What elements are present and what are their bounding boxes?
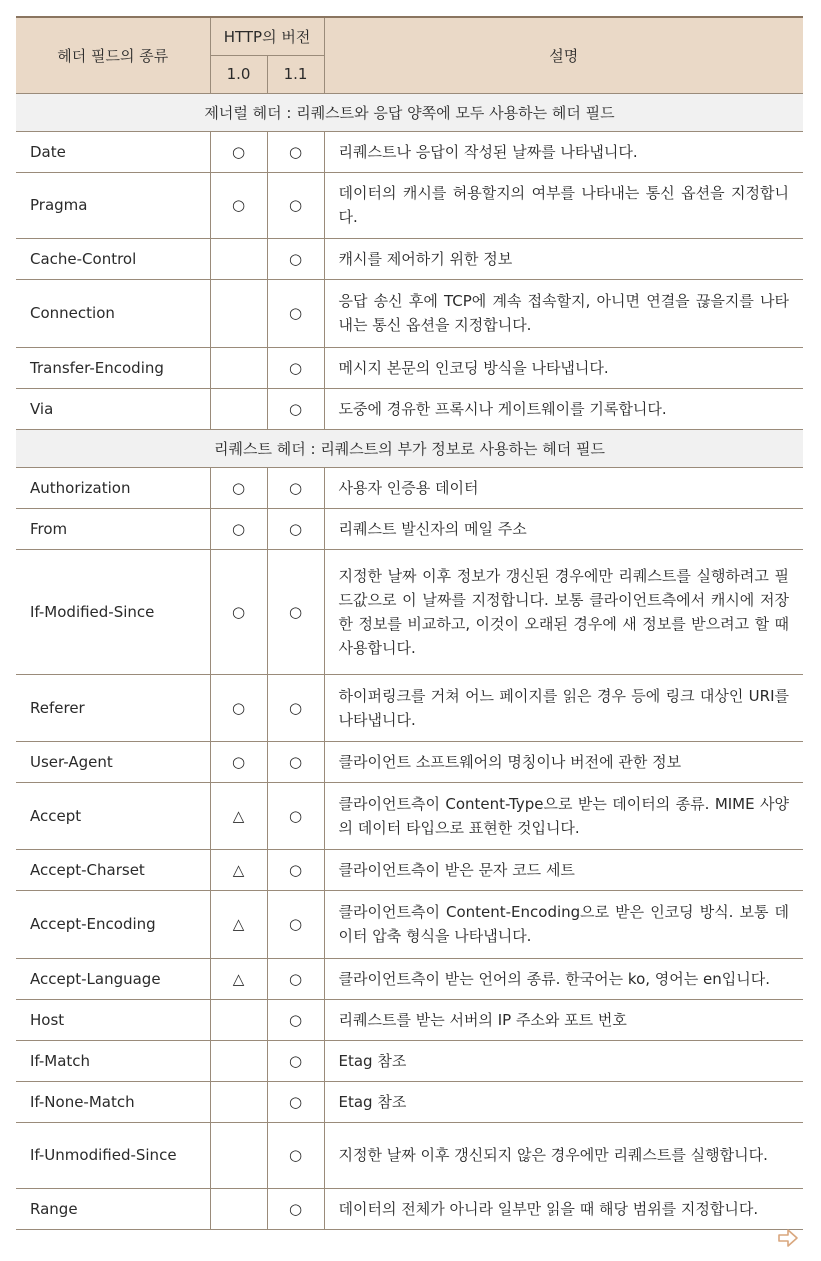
http10-support-cell <box>210 388 267 429</box>
http10-support-cell <box>210 1188 267 1229</box>
http11-support-cell: ○ <box>267 890 324 958</box>
description-cell: 지정한 날짜 이후 갱신되지 않은 경우에만 리퀘스트를 실행합니다. <box>324 1122 803 1188</box>
col-header-v11: 1.1 <box>267 55 324 93</box>
http11-support-cell: ○ <box>267 238 324 279</box>
table-row <box>16 508 803 549</box>
description-cell: Etag 참조 <box>324 1081 803 1122</box>
description-cell: 클라이언트 소프트웨어의 명칭이나 버전에 관한 정보 <box>324 741 803 782</box>
description-cell: 리퀘스트를 받는 서버의 IP 주소와 포트 번호 <box>324 999 803 1040</box>
header-name-cell: Accept-Language <box>16 958 210 999</box>
description-cell: 클라이언트측이 Content-Encoding으로 받은 인코딩 방식. 보통 데이터 압축 형식을 나타냅니다. <box>324 890 803 958</box>
header-name-cell: Referer <box>16 674 210 741</box>
description-cell: 데이터의 캐시를 허용할지의 여부를 나타내는 통신 옵션을 지정합니다. <box>324 172 803 238</box>
http10-support-cell: ○ <box>210 674 267 741</box>
description-cell: 메시지 본문의 인코딩 방식을 나타냅니다. <box>324 347 803 388</box>
table-row <box>16 347 803 388</box>
header-name-cell: If-Unmodified-Since <box>16 1122 210 1188</box>
description-cell: 하이퍼링크를 거쳐 어느 페이지를 읽은 경우 등에 링크 대상인 URI를 나타냅니다. <box>324 674 803 741</box>
header-name-cell: Connection <box>16 279 210 347</box>
arrow-right-icon[interactable] <box>776 1226 800 1250</box>
header-name-cell: Pragma <box>16 172 210 238</box>
description-cell: 클라이언트측이 받은 문자 코드 세트 <box>324 849 803 890</box>
description-cell: 리퀘스트 발신자의 메일 주소 <box>324 508 803 549</box>
http11-support-cell: ○ <box>267 1040 324 1081</box>
http11-support-cell: ○ <box>267 958 324 999</box>
description-cell: 리퀘스트나 응답이 작성된 날짜를 나타냅니다. <box>324 131 803 172</box>
http10-support-cell <box>210 347 267 388</box>
http10-support-cell: △ <box>210 782 267 849</box>
table-row <box>16 388 803 429</box>
header-name-cell: Accept-Encoding <box>16 890 210 958</box>
table-row <box>16 1040 803 1081</box>
header-name-cell: Date <box>16 131 210 172</box>
table-row <box>16 782 803 849</box>
http10-support-cell <box>210 238 267 279</box>
header-name-cell: Accept-Charset <box>16 849 210 890</box>
col-header-desc: 설명 <box>324 17 803 93</box>
description-cell: 데이터의 전체가 아니라 일부만 읽을 때 해당 범위를 지정합니다. <box>324 1188 803 1229</box>
http10-support-cell: ○ <box>210 467 267 508</box>
http10-support-cell <box>210 279 267 347</box>
table-row <box>16 238 803 279</box>
description-cell: 클라이언트측이 Content-Type으로 받는 데이터의 종류. MIME 사양의 데이터 타입으로 표현한 것입니다. <box>324 782 803 849</box>
http10-support-cell <box>210 1040 267 1081</box>
table-row <box>16 674 803 741</box>
http11-support-cell: ○ <box>267 549 324 674</box>
header-name-cell: If-Match <box>16 1040 210 1081</box>
http11-support-cell: ○ <box>267 674 324 741</box>
description-cell: 캐시를 제어하기 위한 정보 <box>324 238 803 279</box>
description-cell: 지정한 날짜 이후 정보가 갱신된 경우에만 리퀘스트를 실행하려고 필드값으로 이 날짜를 지정합니다. 보통 클라이언트측에서 캐시에 저장한 정보를 비교하고, 이것이 오래된 경우에 새 정보를 받으려고 할 때 사용합니다. <box>324 549 803 674</box>
description-cell: 도중에 경유한 프록시나 게이트웨이를 기록합니다. <box>324 388 803 429</box>
http11-support-cell: ○ <box>267 388 324 429</box>
section-row <box>16 93 803 131</box>
http10-support-cell: ○ <box>210 172 267 238</box>
header-name-cell: If-None-Match <box>16 1081 210 1122</box>
table-row <box>16 999 803 1040</box>
http11-support-cell: ○ <box>267 508 324 549</box>
description-cell: 클라이언트측이 받는 언어의 종류. 한국어는 ko, 영어는 en입니다. <box>324 958 803 999</box>
http11-support-cell: ○ <box>267 999 324 1040</box>
section-title: 리퀘스트 헤더 : 리퀘스트의 부가 정보로 사용하는 헤더 필드 <box>16 429 803 467</box>
http11-support-cell: ○ <box>267 1188 324 1229</box>
header-name-cell: Cache-Control <box>16 238 210 279</box>
http11-support-cell: ○ <box>267 172 324 238</box>
http11-support-cell: ○ <box>267 1081 324 1122</box>
http11-support-cell: ○ <box>267 849 324 890</box>
header-name-cell: Accept <box>16 782 210 849</box>
table-row <box>16 958 803 999</box>
col-header-version: HTTP의 버전 <box>210 17 324 55</box>
header-name-cell: Via <box>16 388 210 429</box>
col-header-v10: 1.0 <box>210 55 267 93</box>
http10-support-cell: △ <box>210 849 267 890</box>
table-row <box>16 741 803 782</box>
table-row <box>16 172 803 238</box>
http11-support-cell: ○ <box>267 741 324 782</box>
header-name-cell: Transfer-Encoding <box>16 347 210 388</box>
section-row <box>16 429 803 467</box>
table-row <box>16 890 803 958</box>
description-cell: 응답 송신 후에 TCP에 계속 접속할지, 아니면 연결을 끊을지를 나타내는 통신 옵션을 지정합니다. <box>324 279 803 347</box>
description-cell: 사용자 인증용 데이터 <box>324 467 803 508</box>
table-row <box>16 849 803 890</box>
http10-support-cell <box>210 1122 267 1188</box>
table-row <box>16 279 803 347</box>
http10-support-cell: △ <box>210 890 267 958</box>
http10-support-cell: ○ <box>210 508 267 549</box>
table-row <box>16 131 803 172</box>
http10-support-cell <box>210 1081 267 1122</box>
table-row <box>16 467 803 508</box>
col-header-name: 헤더 필드의 종류 <box>16 17 210 93</box>
table-row <box>16 1188 803 1229</box>
http-header-table <box>16 16 803 1230</box>
header-name-cell: Range <box>16 1188 210 1229</box>
http10-support-cell <box>210 999 267 1040</box>
section-title: 제너럴 헤더 : 리퀘스트와 응답 양쪽에 모두 사용하는 헤더 필드 <box>16 93 803 131</box>
http11-support-cell: ○ <box>267 347 324 388</box>
table-row <box>16 1081 803 1122</box>
http11-support-cell: ○ <box>267 1122 324 1188</box>
http11-support-cell: ○ <box>267 782 324 849</box>
table-row <box>16 549 803 674</box>
http11-support-cell: ○ <box>267 131 324 172</box>
http10-support-cell: ○ <box>210 549 267 674</box>
table-row <box>16 1122 803 1188</box>
http10-support-cell: ○ <box>210 741 267 782</box>
header-name-cell: If-Modified-Since <box>16 549 210 674</box>
http11-support-cell: ○ <box>267 279 324 347</box>
http11-support-cell: ○ <box>267 467 324 508</box>
http10-support-cell: △ <box>210 958 267 999</box>
http10-support-cell: ○ <box>210 131 267 172</box>
header-name-cell: User-Agent <box>16 741 210 782</box>
header-name-cell: From <box>16 508 210 549</box>
header-name-cell: Authorization <box>16 467 210 508</box>
header-name-cell: Host <box>16 999 210 1040</box>
description-cell: Etag 참조 <box>324 1040 803 1081</box>
